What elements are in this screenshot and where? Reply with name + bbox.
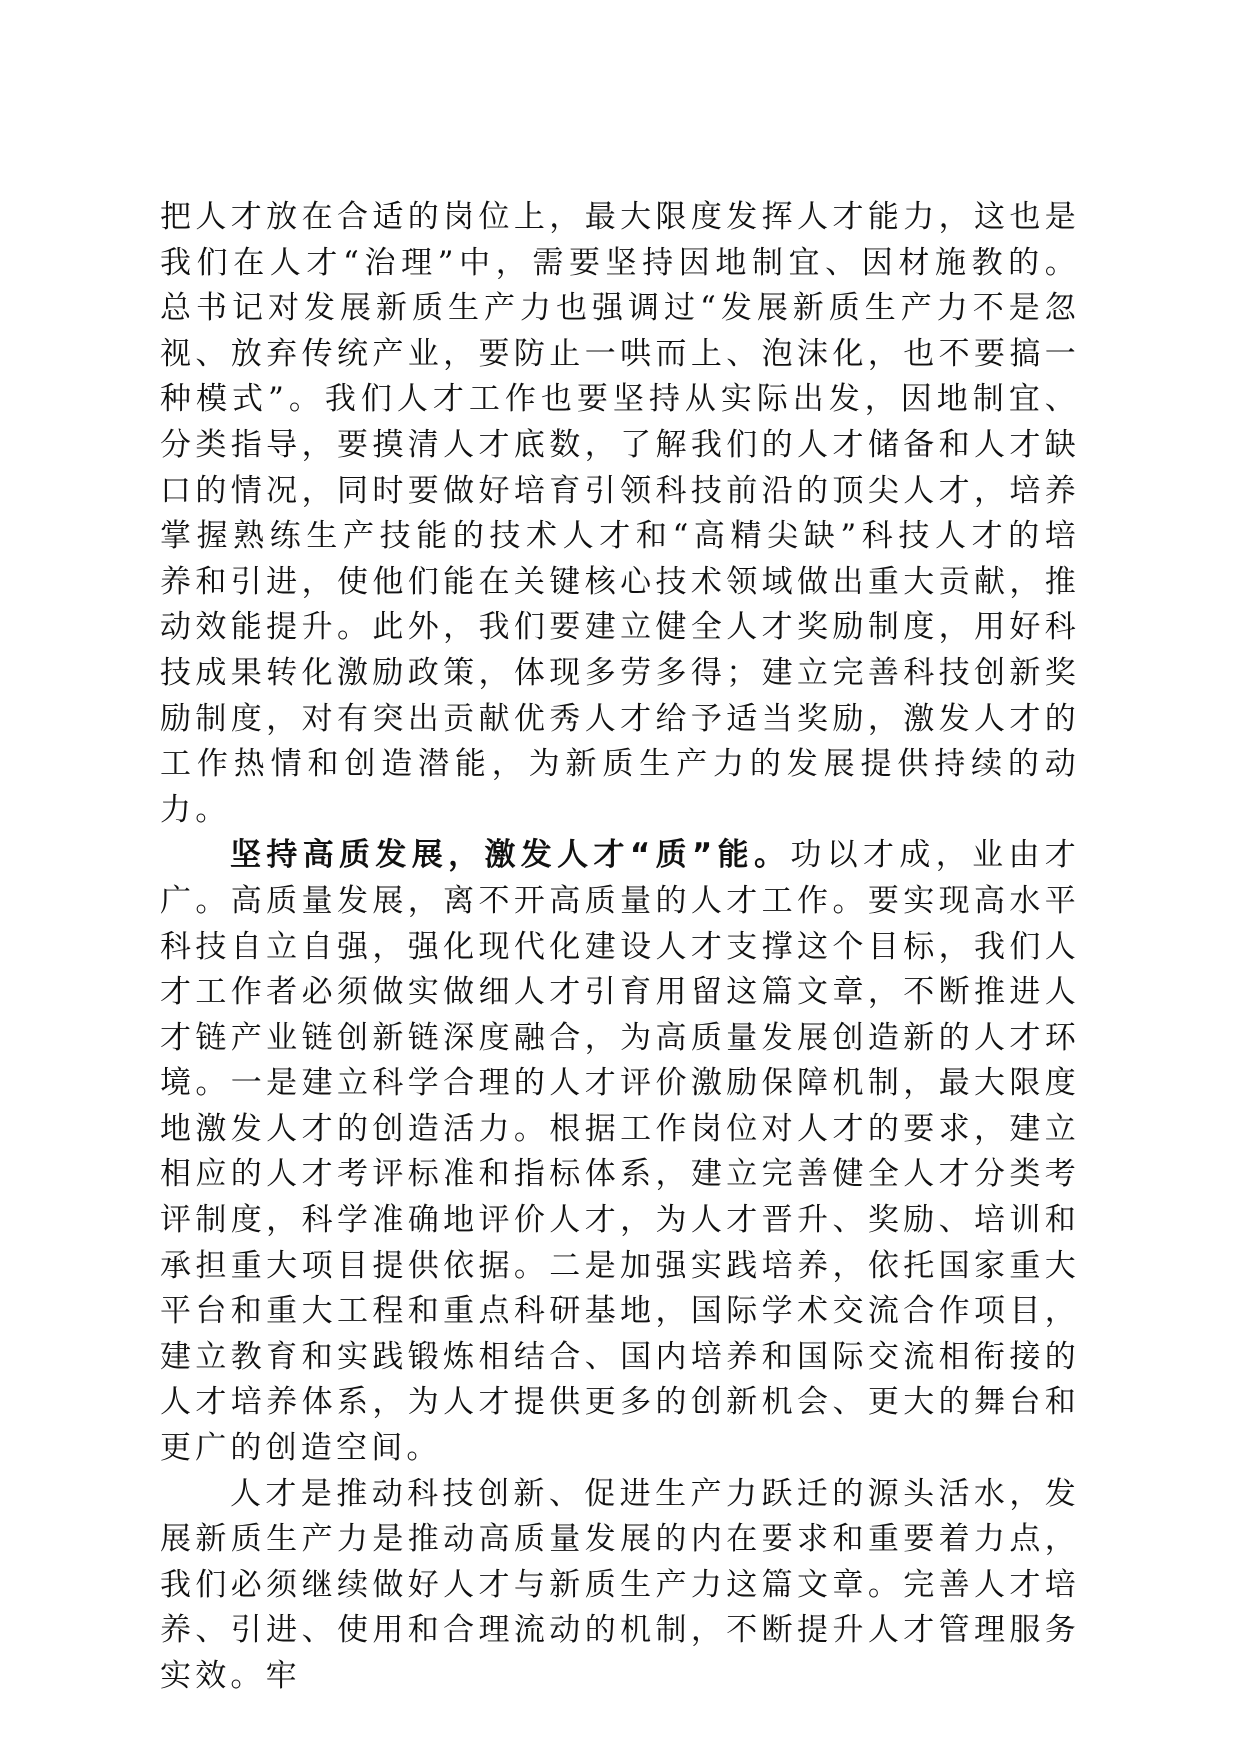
paragraph-high-quality-development [160,833,1080,1471]
paragraph-text: 把人才放在合适的岗位上，最大限度发挥人才能力，这也是我们在人才“治理”中，需要坚持因地制宜、因材施教的。总书记对发展新质生产力也强调过“发展新质生产力不是忽视、放弃传统产业，要防止一哄而上、泡沫化，也不要搞一种模式”。我们人才工作也要坚持从实际出发，因地制宜、分类指导，要摸清人才底数，了解我们的人才储备和人才缺口的情况，同时要做好培育引领科技前沿的顶尖人才，培养掌握熟练生产技能的技术人才和“高精尖缺”科技人才的培养和引进，使他们能在关键核心技术领域做出重大贡献，推动效能提升。此外，我们要建立健全人才奖励制度，用好科技成果转化激励政策，体现多劳多得；建立完善科技创新奖励制度，对有突出贡献优秀人才给予适当奖励，激发人才的工作热情和创造潜能，为新质生产力的发展提供持续的动力。 [160,199,1080,828]
paragraph-talent-placement [160,195,1080,833]
paragraph-heading: 坚持高质发展，激发人才“质”能。 [230,837,791,874]
paragraph-text: 功以才成，业由才广。高质量发展，离不开高质量的人才工作。要实现高水平科技自立自强，强化现代化建设人才支撑这个目标，我们人才工作者必须做实做细人才引育用留这篇文章，不断推进人才链产业链创新链深度融合，为高质量发展创造新的人才环境。一是建立科学合理的人才评价激励保障机制，最大限度地激发人才的创造活力。根据工作岗位对人才的要求，建立相应的人才考评标准和指标体系，建立完善健全人才分类考评制度，科学准确地评价人才，为人才晋升、奖励、培训和承担重大项目提供依据。二是加强实践培养，依托国家重大平台和重大工程和重点科研基地，国际学术交流合作项目，建立教育和实践锻炼相结合、国内培养和国际交流相衔接的人才培养体系，为人才提供更多的创新机会、更大的舞台和更广的创造空间。 [160,837,1080,1467]
paragraph-talent-source [160,1472,1080,1700]
paragraph-text: 人才是推动科技创新、促进生产力跃迁的源头活水，发展新质生产力是推动高质量发展的内在要求和重要着力点，我们必须继续做好人才与新质生产力这篇文章。完善人才培养、引进、使用和合理流动的机制，不断提升人才管理服务实效。牢 [160,1475,1080,1694]
document-page [160,195,1080,1700]
